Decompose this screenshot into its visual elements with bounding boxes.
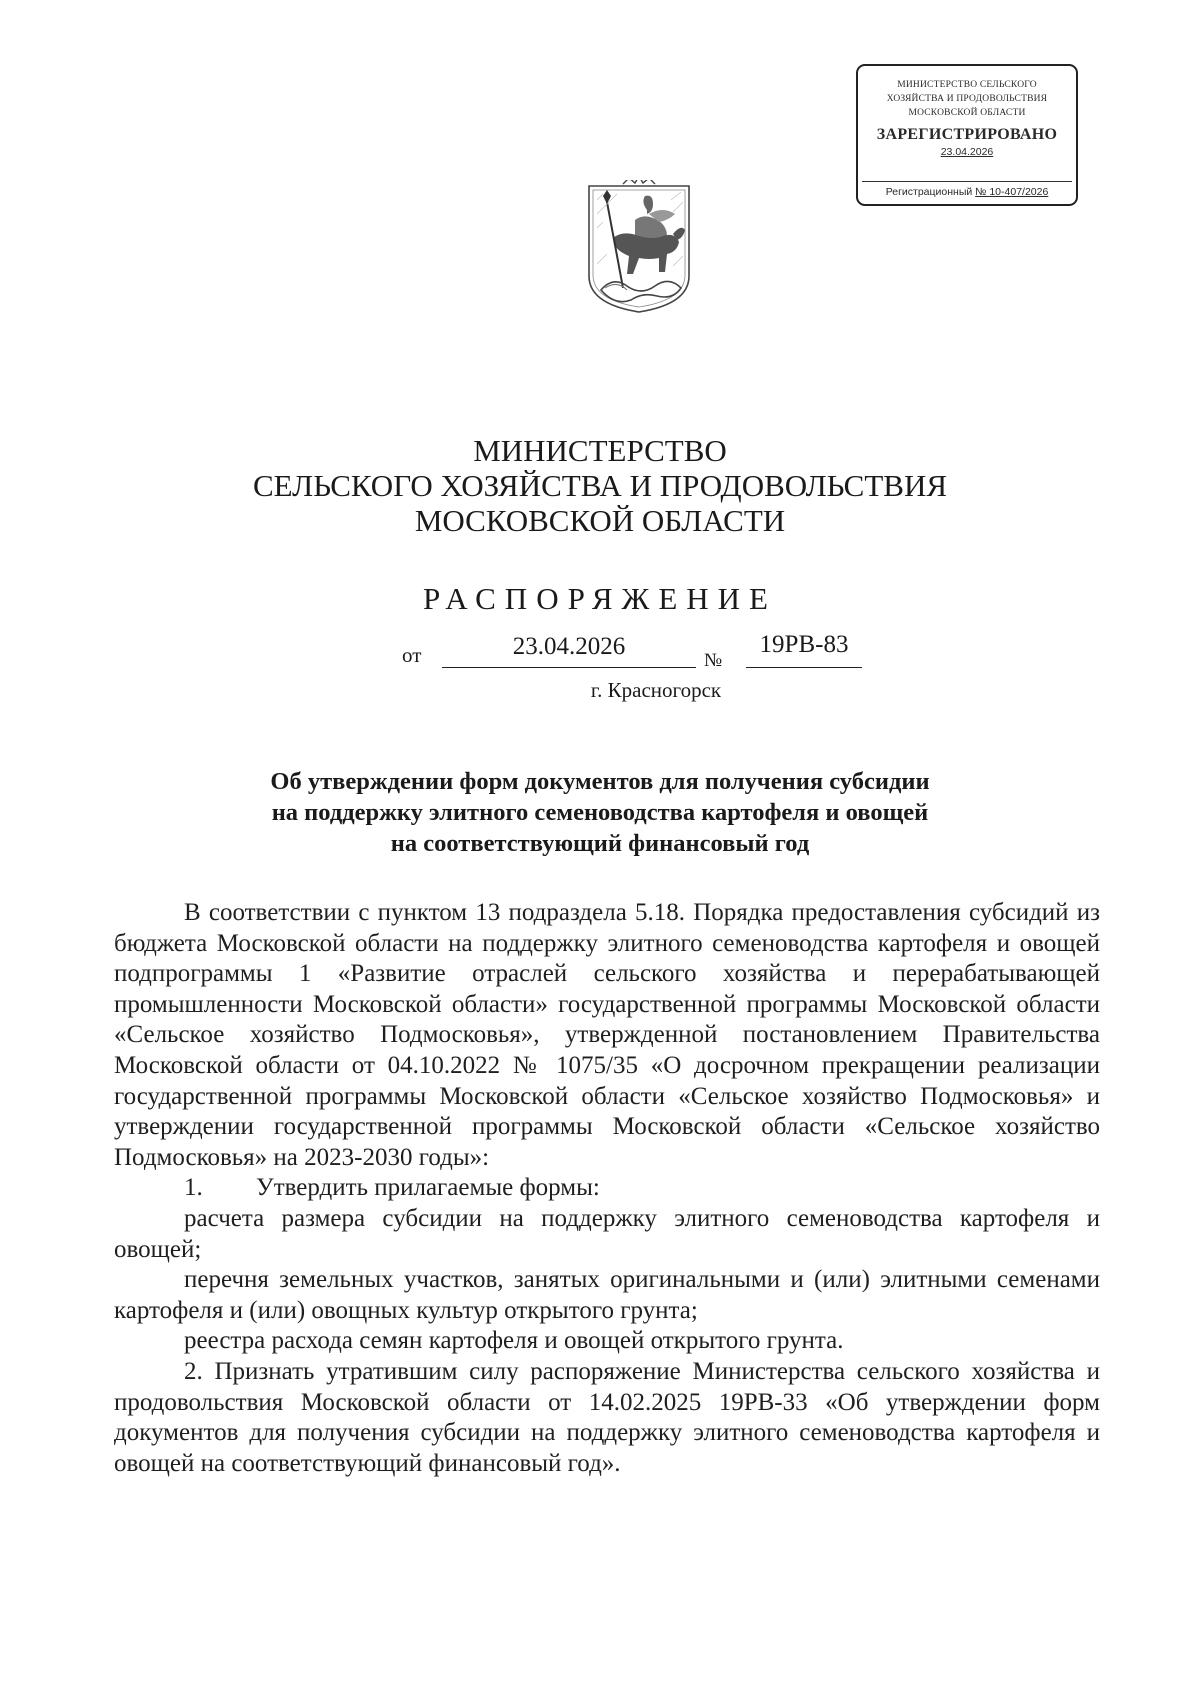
moscow-oblast-coat-of-arms-icon [583,180,695,316]
stamp-date: 23.04.2026 [940,146,994,158]
stamp-ministry [858,78,1076,120]
order-city: г. Красногорск [590,678,722,702]
subject-line: Об утверждении форм документов для получения субсидии [270,768,930,795]
stamp-reg-number [862,181,1072,198]
header-line: СЕЛЬСКОГО ХОЗЯЙСТВА И ПРОДОВОЛЬСТВИЯ [252,468,948,503]
stamp-ministry-line: МОСКОВСКОЙ ОБЛАСТИ [908,108,1026,118]
stamp-reg-value: № 10-407/2026 [975,186,1049,198]
form-item-land-plots: перечня земельных участков, занятых оригинальными и (или) элитными семенами картофеля и (или) овощных культур открытого грунта; [114,1266,1100,1324]
item-1-text: Утвердить прилагаемые формы: [256,1174,600,1202]
number-label: № [704,650,723,671]
order-title: РАСПОРЯЖЕНИЕ [423,581,777,616]
item-2: 2. Признать утратившим силу распоряжение Министерства сельского хозяйства и продовольствия Московской области от 14.02.2025 19РВ-33 «Об утверждении форм документов для получения субсидии на поддержку элитного семеноводства картофеля и овощей на соответствующий финансовый год». [114,1357,1100,1477]
order-number: 19РВ-83 [746,632,862,668]
ministry-header [0,433,1200,538]
preamble-paragraph: В соответствии с пунктом 13 подраздела 5.18. Порядка предоставления субсидий из бюджета Московской области на поддержку элитного семеноводства картофеля и овощей подпрограммы 1 «Развитие отраслей сельского хозяйства и перерабатывающей промышленности Московской области» государственной программы Московской области «Сельское хозяйство Подмосковья», утвержденной постановлением Правительства Московской области от 04.10.2022 № 1075/35 «О досрочном прекращении реализации государственной программы Московской области «Сельское хозяйство Подмосковья» и утверждении государственной программы Московской области «Сельское хозяйство Подмосковья» на 2023-2030 годы»: [114,899,1100,1171]
stamp-reg-label: Регистрационный [885,186,973,198]
header-line: МОСКОВСКОЙ ОБЛАСТИ [414,503,786,538]
order-date-number-row [398,630,868,674]
stamp-status: ЗАРЕГИСТРИРОВАНО [876,126,1058,143]
order-date: 23.04.2026 [442,634,696,668]
item-1-number: 1. [184,1174,203,1202]
header-line: МИНИСТЕРСТВО [473,433,727,468]
document-body [114,898,1100,1479]
form-item-seed-registry: реестра расхода семян картофеля и овощей открытого грунта. [184,1327,844,1355]
form-item-calculation: расчета размера субсидии на поддержку элитного семеноводства картофеля и овощей; [114,1204,1100,1263]
document-subject [0,766,1200,859]
item-1 [114,1173,1100,1204]
from-label: от [402,643,422,667]
stamp-ministry-line: МИНИСТЕРСТВО СЕЛЬСКОГО [897,80,1037,90]
stamp-ministry-line: ХОЗЯЙСТВА И ПРОДОВОЛЬСТВИЯ [886,94,1048,104]
subject-line: на поддержку элитного семеноводства картофеля и овощей [271,799,929,826]
subject-line: на соответствующий финансовый год [390,830,810,857]
registration-stamp [856,64,1078,206]
